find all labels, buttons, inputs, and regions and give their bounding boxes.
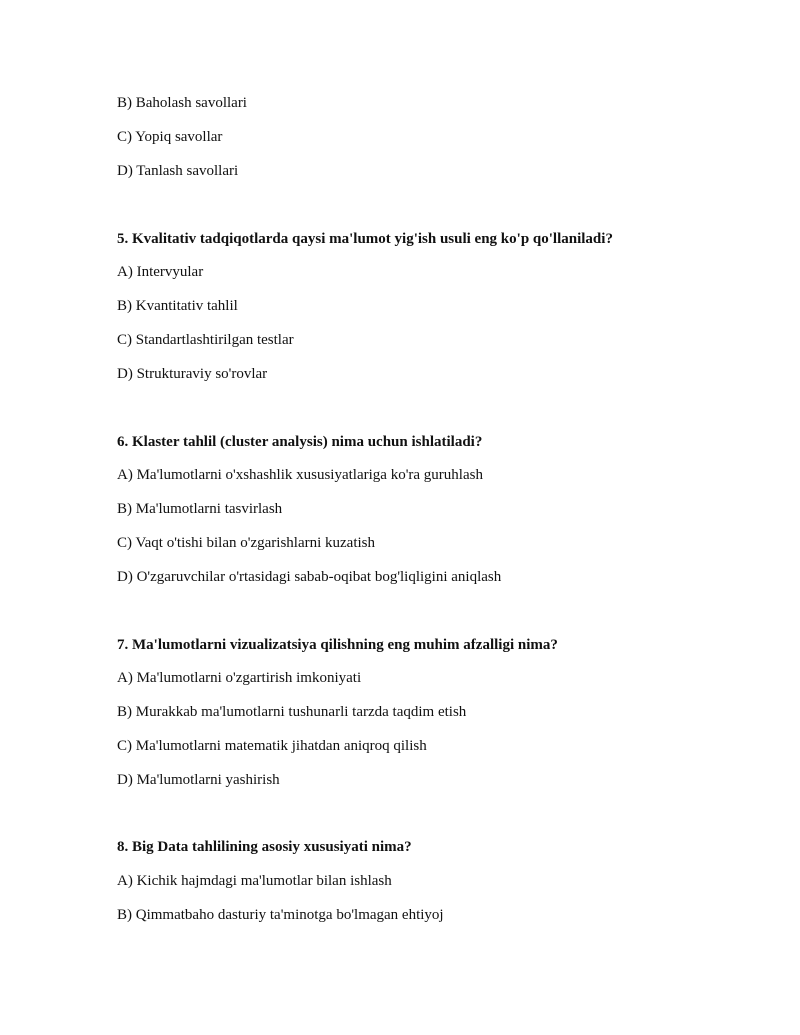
answer-option: C) Yopiq savollar	[117, 129, 223, 145]
answer-option: A) Ma'lumotlarni o'xshashlik xususiyatlariga ko'ra guruhlash	[117, 467, 483, 483]
question-7: 7. Ma'lumotlarni vizualizatsiya qilishning eng muhim afzalligi nima?	[117, 637, 558, 653]
question-5: 5. Kvalitativ tadqiqotlarda qaysi ma'lumot yig'ish usuli eng ko'p qo'llaniladi?	[117, 231, 613, 247]
answer-option: B) Ma'lumotlarni tasvirlash	[117, 501, 283, 517]
answer-option: A) Kichik hajmdagi ma'lumotlar bilan ishlash	[117, 873, 392, 889]
answer-option: A) Ma'lumotlarni o'zgartirish imkoniyati	[117, 670, 362, 686]
answer-option: B) Kvantitativ tahlil	[117, 298, 238, 314]
answer-option: C) Vaqt o'tishi bilan o'zgarishlarni kuzatish	[117, 535, 376, 551]
answer-option: D) Ma'lumotlarni yashirish	[117, 772, 280, 788]
answer-option: B) Qimmatbaho dasturiy ta'minotga bo'lmagan ehtiyoj	[117, 907, 444, 923]
question-6: 6. Klaster tahlil (cluster analysis) nima uchun ishlatiladi?	[117, 434, 483, 450]
answer-option: D) Strukturaviy so'rovlar	[117, 366, 268, 382]
question-8: 8. Big Data tahlilining asosiy xususiyati nima?	[117, 839, 412, 855]
answer-option: D) Tanlash savollari	[117, 163, 239, 179]
answer-option: B) Murakkab ma'lumotlarni tushunarli tarzda taqdim etish	[117, 704, 467, 720]
answer-option: C) Ma'lumotlarni matematik jihatdan aniqroq qilish	[117, 738, 427, 754]
answer-option: C) Standartlashtirilgan testlar	[117, 332, 294, 348]
answer-option: A) Intervyular	[117, 264, 204, 280]
answer-option: B) Baholash savollari	[117, 95, 247, 111]
answer-option: D) O'zgaruvchilar o'rtasidagi sabab-oqibat bog'liqligini aniqlash	[117, 569, 502, 585]
